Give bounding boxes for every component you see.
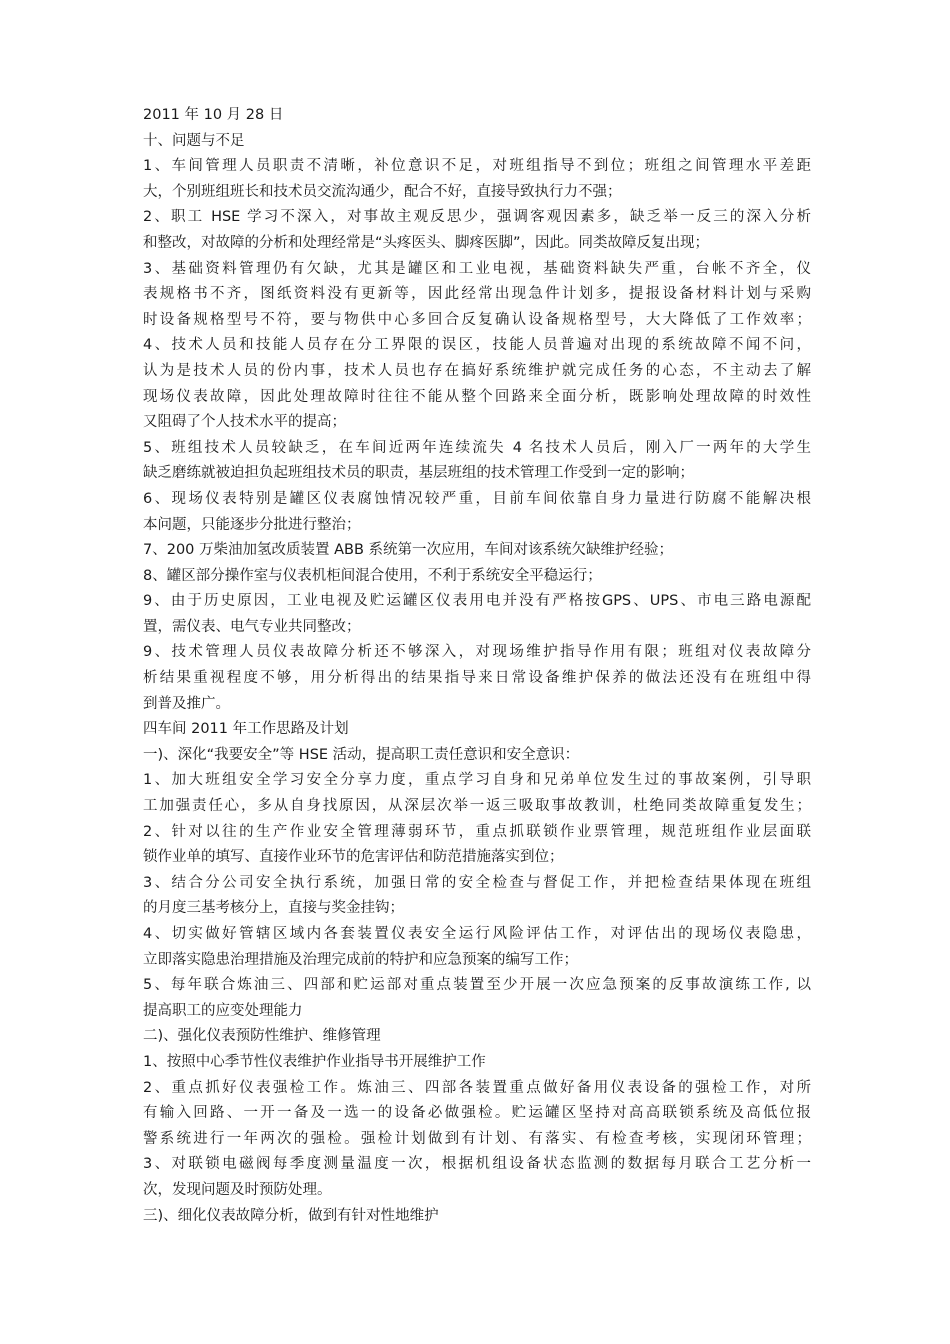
text-line: 次，发现问题及时预防处理。 (143, 1181, 332, 1198)
text-line: 提高职工的应变处理能力 (143, 1002, 303, 1019)
text-line: 表规格书不齐，图纸资料没有更新等，因此经常出现急件计划多，提报设备材料计划与采购 (143, 286, 811, 303)
text-line: 二)、强化仪表预防性维护、维修管理 (143, 1028, 381, 1045)
text-line: 3、对联锁电磁阀每季度测量温度一次，根据机组设备状态监测的数据每月联合工艺分析一 (143, 1156, 811, 1173)
text-line: 四车间 2011 年工作思路及计划 (143, 721, 349, 738)
text-line: 有输入回路、一开一备及一选一的设备必做强检。贮运罐区坚持对高高联锁系统及高低位报 (143, 1105, 811, 1122)
text-line: 的月度三基考核分上，直接与奖金挂钩； (143, 900, 404, 917)
text-line: 析结果重视程度不够，用分析得出的结果指导来日常设备维护保养的做法还没有在班组中得 (143, 670, 811, 687)
text-line: 现场仪表故障，因此处理故障时往往不能从整个回路来全面分析，既影响处理故障的时效性 (143, 388, 811, 405)
text-line: 6、现场仪表特别是罐区仪表腐蚀情况较严重，目前车间依靠自身力量进行防腐不能解决根 (143, 490, 811, 507)
text-line: 认为是技术人员的份内事，技术人员也存在搞好系统维护就完成任务的心态，不主动去了解 (143, 362, 811, 379)
text-line: 5、班组技术人员较缺乏，在车间近两年连续流失 4 名技术人员后，刚入厂一两年的大学生 (143, 439, 811, 456)
text-line: 4、切实做好管辖区域内各套装置仪表安全运行风险评估工作，对评估出的现场仪表隐患， (143, 926, 811, 942)
text-line: 置，需仪表、电气专业共同整改； (143, 618, 361, 635)
text-line: 又阻碍了个人技术水平的提高； (143, 414, 346, 431)
text-line: 三)、细化仪表故障分析，做到有针对性地维护 (143, 1207, 439, 1224)
text-line: 工加强责任心，多从自身找原因，从深层次举一返三吸取事故教训，杜绝同类故障重复发生； (143, 798, 811, 815)
text-line: 警系统进行一年两次的强检。强检计划做到有计划、有落实、有检查考核，实现闭环管理； (143, 1130, 811, 1147)
document-page (143, 103, 811, 1229)
text-line: 8、罐区部分操作室与仪表机柜间混合使用，不利于系统安全平稳运行； (143, 567, 602, 584)
text-line: 2011 年 10 月 28 日 (143, 107, 284, 123)
text-line: 4、技术人员和技能人员存在分工界限的误区，技能人员普遍对出现的系统故障不闻不问， (143, 337, 811, 354)
text-line: 十、问题与不足 (143, 132, 245, 149)
text-line: 1、按照中心季节性仪表维护作业指导书开展维护工作 (143, 1053, 486, 1070)
text-line: 一)、深化“我要安全”等 HSE 活动，提高职工责任意识和安全意识： (143, 746, 580, 763)
text-line: 2、职工 HSE 学习不深入，对事故主观反思少，强调客观因素多，缺乏举一反三的深入分析 (143, 209, 811, 226)
text-line: 和整改，对故障的分析和处理经常是“头疼医头、脚疼医脚”，因此。同类故障反复出现； (143, 234, 710, 251)
text-line: 3、基础资料管理仍有欠缺，尤其是罐区和工业电视，基础资料缺失严重，台帐不齐全，仪 (143, 260, 811, 277)
text-line: 2、重点抓好仪表强检工作。炼油三、四部各装置重点做好备用仪表设备的强检工作，对所 (143, 1079, 811, 1096)
text-line: 到普及推广。 (143, 695, 230, 712)
text-line: 5、每年联合炼油三、四部和贮运部对重点装置至少开展一次应急预案的反事故演练工作, 以 (143, 977, 811, 994)
text-line: 9、由于历史原因，工业电视及贮运罐区仪表用电并没有严格按GPS、UPS、市电三路电源配 (143, 593, 811, 610)
text-line: 锁作业单的填写、直接作业环节的危害评估和防范措施落实到位； (143, 849, 564, 866)
text-line: 缺乏磨练就被迫担负起班组技术员的职责，基层班组的技术管理工作受到一定的影响； (143, 465, 694, 482)
text-line: 本问题，只能逐步分批进行整治； (143, 516, 361, 533)
text-line: 大，个别班组班长和技术员交流沟通少，配合不好，直接导致执行力不强； (143, 183, 622, 200)
text-line: 立即落实隐患治理措施及治理完成前的特护和应急预案的编写工作； (143, 951, 578, 968)
text-line: 7、200 万柴油加氢改质装置 ABB 系统第一次应用，车间对该系统欠缺维护经验； (143, 542, 674, 559)
text-line: 1、车间管理人员职责不清晰，补位意识不足，对班组指导不到位；班组之间管理水平差距 (143, 158, 811, 175)
text-line: 9、技术管理人员仪表故障分析还不够深入，对现场维护指导作用有限；班组对仪表故障分 (143, 644, 811, 661)
text-line: 时设备规格型号不符，要与物供中心多回合反复确认设备规格型号，大大降低了工作效率； (143, 311, 811, 328)
text-line: 3、结合分公司安全执行系统，加强日常的安全检查与督促工作，并把检查结果体现在班组 (143, 874, 811, 891)
text-line: 1、加大班组安全学习安全分享力度，重点学习自身和兄弟单位发生过的事故案例，引导职 (143, 772, 811, 789)
text-line: 2、针对以往的生产作业安全管理薄弱环节，重点抓联锁作业票管理，规范班组作业层面联 (143, 823, 811, 840)
